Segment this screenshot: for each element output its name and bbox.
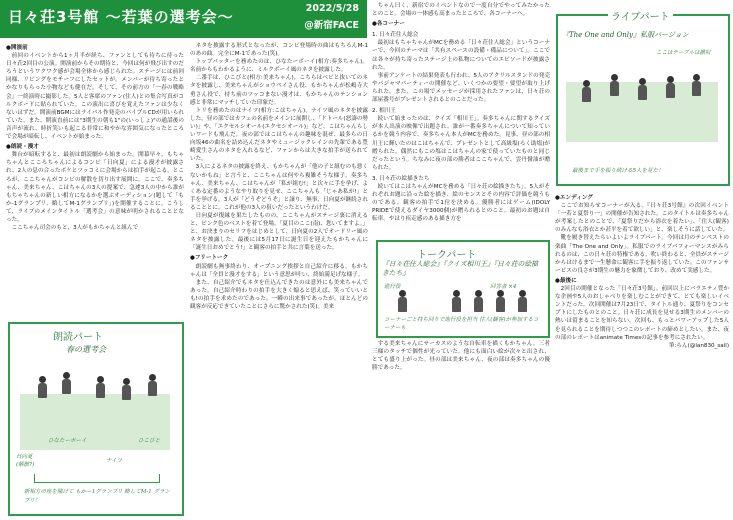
paragraph: 朗読劇も無事終わり、オープニング挨拶と自己紹介に移る。もかちゃんは「全員と漫才をする」という意思が叶い、終始満足げな様子。 — [190, 263, 368, 278]
performer-figure — [666, 76, 675, 98]
section-heading: ●フリートーク — [190, 255, 229, 262]
staging-note: ここはテーブルは撤収 — [656, 50, 711, 56]
paragraph: ここちゃん司会のもと、3人がもかちゃんと組んで — [11, 225, 139, 232]
section-heading: ●エンディング — [555, 195, 593, 201]
subsection-heading: 2. 相川王 — [372, 108, 396, 115]
role-label: 回答者 ×4 — [490, 284, 517, 290]
unit-label: ひこびと — [138, 438, 161, 444]
paragraph: ネタを披露する形式となったが、コンビ登場時の曲はもちろんM-1のあの曲。完全にM-1であった(笑)。 — [190, 43, 368, 58]
paragraph: 続いて始まったのは、クイズ「相川王」。奏多ちゃんに関するクイズが本人出演の映像で出題され、誰が一番奏多ちゃんについて知っているかを競う内容で、奏多ちゃん本人がMCを務めた。見事、昼の部の相川王に輝いたのはこはちゃんで、プレゼントとして高級塩(ろく助塩)が贈られた。偶然にもこの塩はこはちゃんの家で使っていたものと同じだったという。ちなみに夜の部の勝者はここちゃんで、雲丹醤油が贈られた。 — [372, 116, 550, 171]
paragraph: 舞台が暗転すると、最初は朗読劇から始まった。開幕早々、もちゃちゃんとこころちゃんによるコンビ「日向夏」による漫才が披露され、2人の息の合ったボケとツッコミに会場からは拍手が起こる。ところが、ここちゃんがコンビの解散を切り出す展開に。ここで、奏多ちゃん、美来ちゃん、こはちゃんの3人の提案で、急遽3人の中から誰がもちゃちゃんの新しい相方になるかを選ぶオーディション(題して「もか-1グランプリ、略してM-1グランプリ」)を開催することに。こうして、ライブのメインタイトル「選考会」の意味が明かされることとなった。 — [6, 152, 184, 223]
bracket-line — [34, 474, 160, 483]
paragraph: また、自己紹介でもネタを仕込んできたのは意外にも美来ちゃんであった。自己紹介時わりの拍手を大きく煽ると思えば、笑っていいとも!の拍手を求めたのであった。一瞬の出来事であったが、ほとんどの観客が反応できていたことにさらに驚かされた(笑)。美来 — [190, 279, 368, 310]
header-banner — [0, 0, 367, 38]
paragraph: 靴を履き替えたらいよいよライブパート。今回は月のテンペストの楽曲「The One and Only」。私服でのライブパフォーマンスがみられるのは、この日々荘の特権である。吹い終わると、全員がステージからはけるまで一生懸命に観客に手を振り返していた。このファンサービスの良さが3期生の魅力を象徴しており、改めて実感した。 — [555, 235, 729, 274]
talk-part-card — [376, 240, 550, 338]
role-label: 進行役 — [384, 284, 401, 290]
performer-figure — [148, 374, 157, 396]
performer-figure — [692, 74, 701, 96]
paragraph: トップバッターを務めたのは、ひなたーボーイ(相方:奏多ちゃん)。名前からもわかるように、ミルクボーイ風のネタを披露した。 — [190, 59, 368, 74]
section-heading: ●各コーナー — [372, 21, 405, 28]
performer-figure — [122, 378, 131, 400]
paragraph: 3人によるネタの披露を終え、もかちゃんが「他の子と組むのも悪くないかもね」と言うと、ここちゃんは何やら複雑そうな様子。奏多ちゃん、美来ちゃん、こはちゃんが「私が組む!」と次々に手を挙げ、よくある定番のようなやり取りを見せ、ここちゃんも「じゃあ私が!」と手を挙げる。3人が「どうぞどうぞ」と譲り、無事、日向夏が継続されることとに。これが他の3人の狙いだったというわけだ。 — [190, 164, 368, 211]
column-1 — [6, 42, 184, 318]
reading-part-card — [8, 322, 184, 516]
performer-figure — [496, 290, 505, 312]
unit-label: ナイツ — [106, 458, 123, 464]
card-heading: 『The One and Only』私服バージョン — [562, 31, 689, 39]
paragraph: 2回目の開催となった「日々荘3号館」。前回以上にバラエティ豊かな企画や5人のおしゃべりを楽しむことができて、とても楽しいイベントだった。次回開催は7月23日で、タイトル通り、夏祭りをコンセプトにしたものとのこと。日々荘に成長を見せる3期生のメンバーの熱いは留まることを知らない。次回も、もっとパワーアップした5人を見られることを期待しつつこのレポートの締めとしたい。また、夜の部のレポートはanimate Timesの記事を参考にされたい。 — [555, 286, 729, 341]
event-date: 2022/5/28 — [305, 3, 359, 14]
paragraph: する美来ちゃんにサーカスのような自転車を描くもかちゃん。三者三様のタッチで個性が光っていた。他にも面白い絵が次々と出され、とても盛り上がった。昼の部は美来ちゃん、夜の部は奏多ちゃんの優勝であった。 — [372, 341, 550, 372]
column-3 — [372, 2, 550, 234]
performer-figure — [38, 376, 47, 398]
performer-figure — [96, 376, 105, 398]
event-venue: @新宿FACE — [304, 20, 359, 31]
subsection-heading: 1. 日々荘住人総会 — [372, 32, 419, 39]
performer-figure — [638, 78, 647, 100]
card-caption: コーナーごと持ち回りで進行役を担当 住人(観客)が参加するコーナーも — [384, 317, 539, 331]
performer-figure — [398, 290, 407, 312]
paragraph: ちゃん曰く、新宿でのイベントなので一度自分でやってみたかったとのこと。会場の一体感も高まったところで、各コーナーへ。 — [372, 3, 550, 18]
performer-figure — [582, 80, 591, 102]
paragraph: トリを務めたのはナイツ(相方:こはちゃん)。ナイツ風のネタを披露した。昼の部ではカフェの名前をメインに展開し、「ドトール(怒濤の勢い)」や、「エクセルシオール(エクセシオール)」など、こはちゃんらしいワードも飛んだ。夜の部ではこはちゃんの趣味を混ぜ、最多らの日向坂46の曲名を詰め込んだネタやミュージックレインの先輩である豊崎愛生さんのネタを入れるなど、ファンからは大きな拍手が送られていた。 — [190, 107, 368, 163]
card-heading: 『日々荘住人総会』『クイズ相川王』『日々荘の絵描きたち』 — [382, 260, 538, 277]
card-caption: 最後まで手を振り続ける5人を見た！ — [572, 168, 664, 174]
performer-figure — [62, 372, 71, 394]
unit-label: (解散?) — [16, 462, 35, 468]
paragraph: 前回のイベントから1ヶ月半が経ち、ファンとしても待ちに待った日々荘2回目の公演。開演前からその期待と、今回は何が飛び出すのだろうというワクワク感が会場全体から感じられた。ステージには前回同様、リビングをモチーフにしたセットが。メンバーが待ち寄ったとかなりもらった小物なども健在だ。そして、その前方の「一春の戦略会」一終演時に撮影した。5人と客席のファン(住人)との集合写真がコルクボードに貼られていた。この演出に喜びを覚えたファンは少なくないはずだ。開演前BGMにはライバル作発売のパイプルCDが用いられていた。また、開演直前には"3期生の朝も1"の(いっしょ)"の通話後の音声が流れ、時折笑いも起こる非常に和やかな雰囲気になったところで会場が暗転し、イベントが始まった。 — [6, 53, 184, 141]
paragraph: ここでお知らせコーナーが入る。『日々荘3号館』の次回イベント「一若と夏祭り一」の開催が告知された。このタイトルは奏多ちゃんが考案したとのことで、「夏祭りだから浴衣を着たい」、「住人(観客)のみんなも浴衣とか甚平を着て欲しい」と、楽しそうに話していた。 — [555, 203, 729, 234]
card-title: ライブパート — [608, 8, 673, 23]
card-title: 朗読パート — [50, 328, 106, 343]
performer-figure — [518, 290, 527, 312]
performer-figure — [452, 290, 461, 312]
section-heading: ●開演前 — [6, 45, 28, 51]
column-2 — [190, 42, 368, 518]
performer-figure — [474, 290, 483, 312]
column-4 — [555, 192, 729, 518]
card-heading: 春の選考会 — [66, 345, 106, 354]
paragraph: 続いてはこはちゃんがMCを務める「日々荘の絵描きたち」。5人がそれぞれお題に沿った絵を描き、絵のセンスとその内容で評価を競うものである。観客の拍手で1位を決める。優勝者にはゲーム(IDOLY PRIDEで使えるダイヤ3000個)が贈られるとのこと。最初のお題は自転車。やはり疾走感のある描き方を — [372, 183, 550, 223]
page-title: 日々荘3号館 〜若葉の選考会〜 — [8, 8, 234, 26]
paragraph: 事前アンケートの結果発表も行われ、5人のアクリルスタンドの発売やパジャマパーティーの開催など、いくつかの要望・要望が取り上げられた。また、この場でメッセージが採用されたファンは、日々荘の部屋番号がプレゼントされるとのことだった。 — [372, 72, 550, 104]
section-heading: ●最後に — [555, 277, 577, 284]
card-title: トークパート — [414, 246, 479, 261]
paragraph: 二番手は、ひこびと(相方:美来ちゃん)。こちらはベビと抜いてのネタを披露し、美来ちゃんがショウペイさん役、もかちゃんが松嶋寺大勇さん役で、持ち前のツッコまない漫才は、もかちゃんのテンション感と非常にマッチしていた印象だ。 — [190, 75, 368, 106]
section-heading: ●朗読・漫才 — [6, 144, 39, 151]
card-caption: 新相方の座を賭けて もかー1グランプリ 略してM-1 グランプリ！ — [24, 489, 171, 504]
byline: 筆:らん(@lan830_sail) — [668, 342, 729, 349]
performer-figure — [610, 74, 619, 96]
live-part-card — [556, 14, 730, 186]
unit-label: ひなたーボーイ — [48, 438, 87, 444]
subsection-heading: 3. 日々荘の絵描きたち — [372, 175, 430, 182]
unit-label: 日向夏 — [16, 454, 33, 460]
paragraph: 日向夏が復縁を果たしたものの、ここちゃんがステージ裏に消えると、ピンク色のベストを着て登場。「夏目のここ(南)、您いてますよ。」と、お決まりのセリフをはじめとして、日向夏の2人でオードリー風のネタを披露した。最後には5月17日に誕生日を迎えたもかちゃんに「誕生日おめでとう!」と観客の拍手と共に言葉を送った。 — [190, 212, 368, 252]
column-3-continued — [372, 340, 550, 516]
paragraph: 最初はもちゃちゃんがMCを務める「日々荘住人総会」というコーナーで、今回のテーマは「共有スペースの設備・備品について」。ここでは各々が持ち寄ったステージ上の私物についてのエピソードが披露された。 — [372, 40, 550, 71]
